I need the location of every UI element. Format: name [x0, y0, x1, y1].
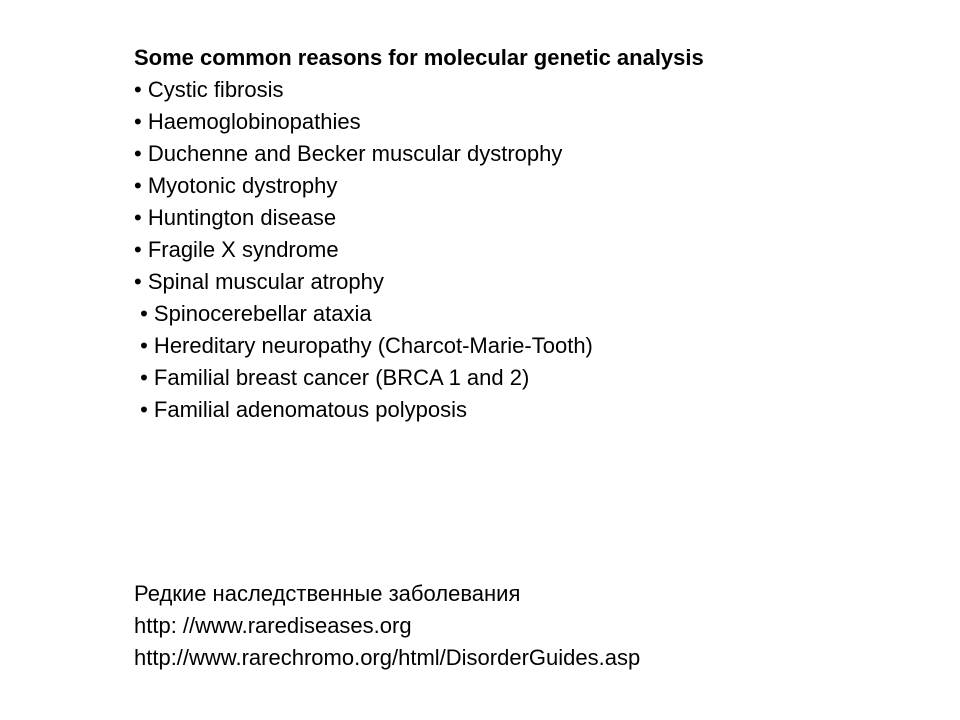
- reference-link-rarediseases[interactable]: http: //www.rarediseases.org: [134, 613, 412, 638]
- list-item: • Familial adenomatous polyposis: [134, 397, 467, 422]
- references-section: [134, 578, 934, 674]
- list-item: • Familial breast cancer (BRCA 1 and 2): [134, 365, 530, 390]
- list-item: • Huntington disease: [134, 205, 337, 230]
- list-item: • Duchenne and Becker muscular dystrophy: [134, 141, 563, 166]
- list-item: • Hereditary neuropathy (Charcot-Marie-Tooth): [134, 333, 593, 358]
- list-item: • Spinal muscular atrophy: [134, 269, 384, 294]
- list-item: • Cystic fibrosis: [134, 77, 284, 102]
- list-heading: Some common reasons for molecular genetic analysis: [134, 45, 704, 70]
- list-item: • Haemoglobinopathies: [134, 109, 361, 134]
- reasons-list-section: [134, 42, 934, 426]
- list-item: • Fragile X syndrome: [134, 237, 339, 262]
- list-item: • Myotonic dystrophy: [134, 173, 338, 198]
- reference-link-rarechromo[interactable]: http://www.rarechromo.org/html/DisorderGuides.asp: [134, 645, 641, 670]
- list-item: • Spinocerebellar ataxia: [134, 301, 372, 326]
- references-title: Редкие наследственные заболевания: [134, 581, 521, 606]
